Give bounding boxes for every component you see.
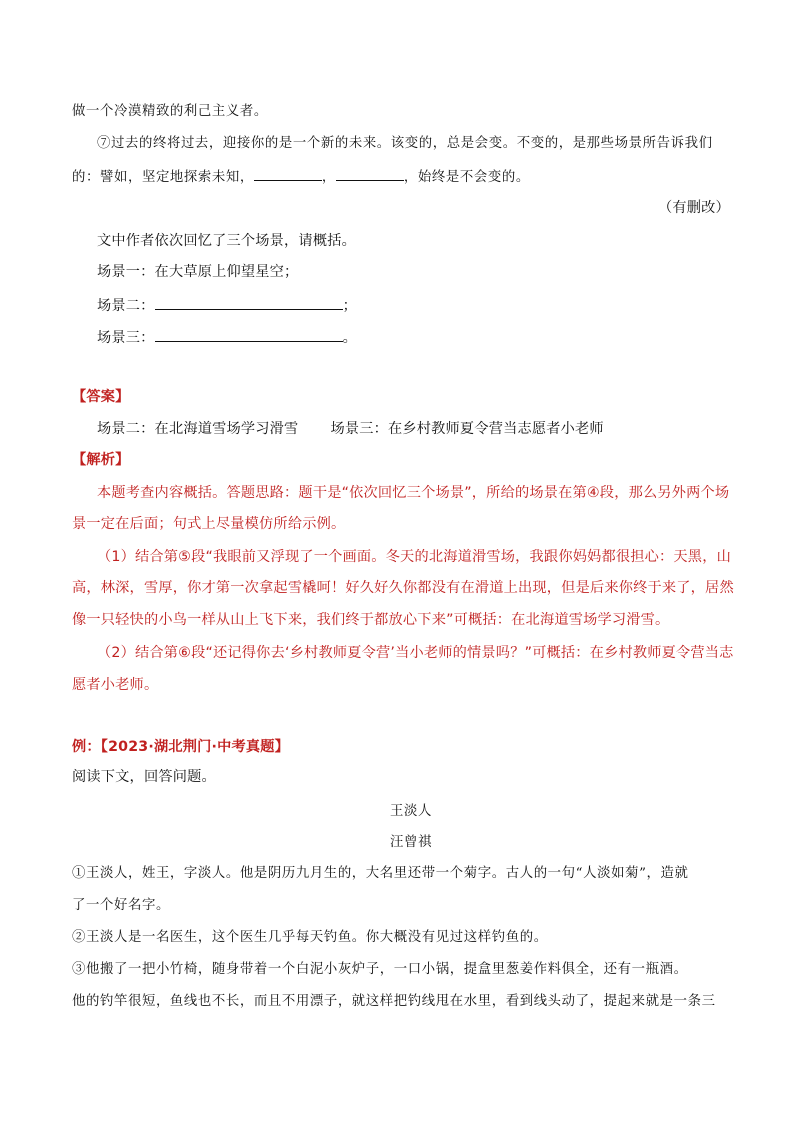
article-paragraph-1-line: ①王淡人，姓王，字淡人。他是阴历九月生的，大名里还带一个菊字。古人的一句“人淡如菊”，造就	[72, 866, 689, 881]
scene-2	[97, 296, 357, 313]
source-note: （有删改）	[658, 200, 730, 216]
article-title: 王淡人	[390, 804, 432, 819]
answer-scene-2: 场景二：在北海道雪场学习滑雪	[97, 421, 299, 437]
article-paragraph-2-line: ②王淡人是一名医生，这个医生几乎每天钓鱼。你大概没有见过这样钓鱼的。	[72, 930, 548, 945]
scene-end-mark: ；	[342, 298, 357, 314]
article-paragraph-3-line: ③他搬了一把小竹椅，随身带着一个白泥小灰炉子，一口小锅，提盒里葱姜作料俱全，还有一瓶酒。	[72, 962, 688, 977]
fill-blank	[254, 168, 322, 181]
answer-text	[97, 422, 604, 436]
passage-paragraph-7-line: ⑦过去的终将过去，迎接你的是一个新的未来。该变的，总是会变。不变的，是那些场景所告诉我们	[97, 136, 713, 151]
analysis-point-2-line: 愿者小老师。	[72, 677, 159, 693]
analysis-line: 本题考查内容概括。答题思路：题干是“依次回忆三个场景”，所给的场景在第④段，那么另外两个场	[97, 485, 730, 501]
article-paragraph-1-line: 了一个好名字。	[72, 898, 170, 913]
passage-text: 的：譬如，坚定地探索未知，	[72, 170, 254, 185]
answer-scene-3: 场景三：在乡村教师夏令营当志愿者小老师	[330, 421, 604, 437]
answer-heading: 【答案】	[72, 389, 130, 405]
fill-blank	[336, 168, 404, 181]
scene-1: 场景一：在大草原上仰望星空；	[97, 264, 299, 280]
passage-text: ，始终是不会变的。	[403, 170, 530, 185]
passage-paragraph-7-line	[72, 168, 530, 184]
example-instruction: 阅读下文，回答问题。	[72, 769, 216, 785]
answer-blank	[155, 296, 343, 310]
answer-blank	[155, 328, 343, 342]
example-source: 【2023·湖北荆门·中考真题】	[100, 739, 290, 755]
analysis-point-1-line: 高，林深，雪厚，你才第一次拿起雪橇呵！好久好久你都没有在滑道上出现，但是后来你终于来了，居然	[72, 580, 734, 596]
scene-end-mark: 。	[342, 330, 357, 346]
analysis-line: 景一定在后面；句式上尽量模仿所给示例。	[72, 516, 346, 532]
example-header	[72, 740, 289, 754]
passage-line: 做一个冷漠精致的利己主义者。	[72, 104, 268, 119]
question-prompt: 文中作者依次回忆了三个场景，请概括。	[97, 233, 356, 249]
scene-label: 场景二：	[97, 298, 155, 314]
scene-label: 场景三：	[97, 330, 155, 346]
analysis-point-1-line: 像一只轻快的小鸟一样从山上飞下来，我们终于都放心下来”可概括：在北海道雪场学习滑雪。	[72, 612, 670, 628]
example-label: 例：	[72, 739, 101, 755]
article-paragraph-3-line: 他的钓竿很短，鱼线也不长，而且不用漂子，就这样把钓线甩在水里，看到线头动了，提起来就是一条三	[72, 994, 716, 1009]
scene-3	[97, 328, 357, 345]
analysis-point-1-line: （1）结合第⑤段“我眼前又浮现了一个画面。冬天的北海道滑雪场，我跟你妈妈都很担心：天黑，山	[97, 549, 731, 565]
passage-text: ，	[321, 170, 336, 185]
analysis-point-2-line: （2）结合第⑥段“还记得你去‘乡村教师夏令营’当小老师的情景吗？”可概括：在乡村教师夏令营当志	[97, 645, 734, 661]
analysis-heading: 【解析】	[72, 452, 130, 468]
article-author: 汪曾祺	[390, 835, 432, 850]
